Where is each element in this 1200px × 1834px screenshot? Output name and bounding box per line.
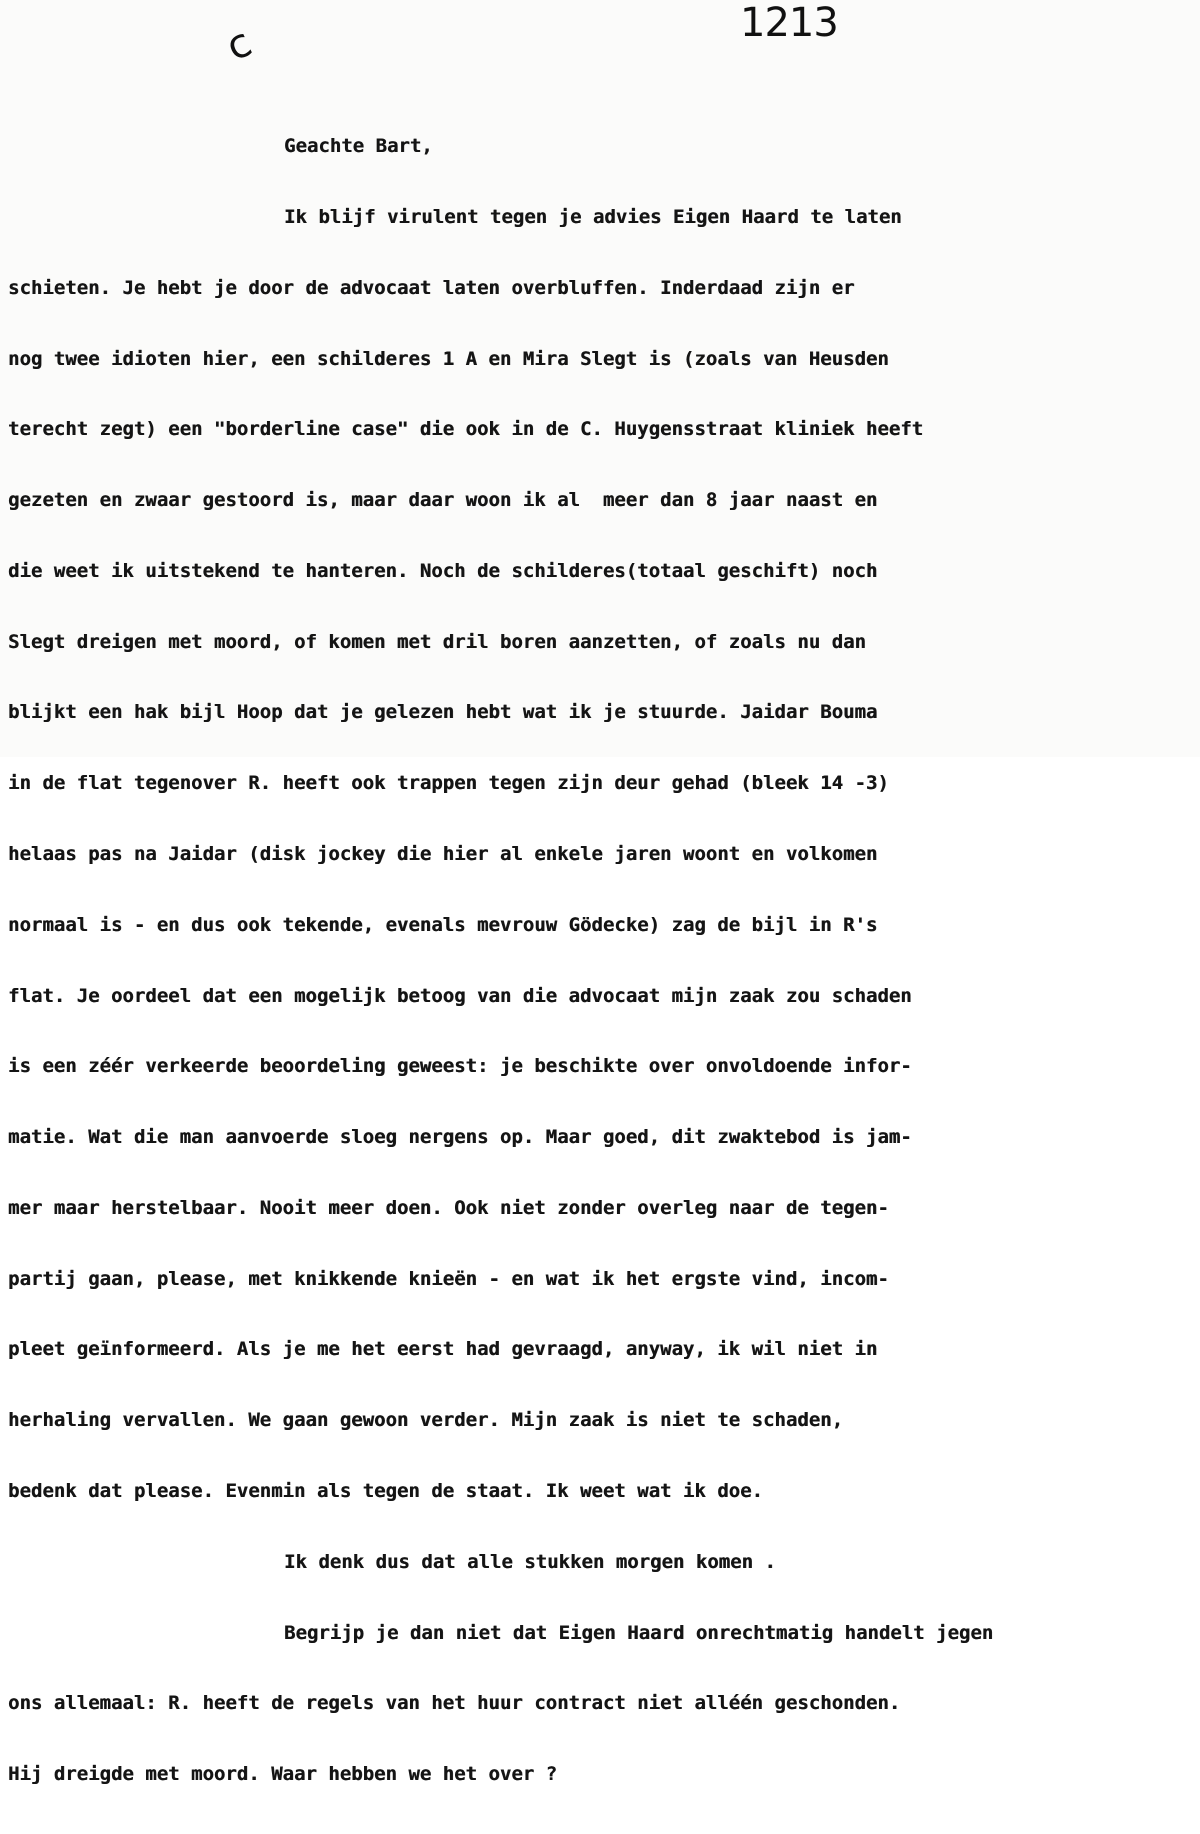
letter-line: bedenk dat please. Evenmin als tegen de staat. Ik weet wat ik doe. bbox=[8, 1480, 763, 1503]
letter-line: Hij dreigde met moord. Waar hebben we het over ? bbox=[8, 1763, 558, 1786]
letter-line: is een zéér verkeerde beoordeling geweest: je beschikte over onvoldoende infor- bbox=[8, 1055, 912, 1078]
letter-body bbox=[8, 88, 1192, 1834]
letter-line: gezeten en zwaar gestoord is, maar daar woon ik al meer dan 8 jaar naast en bbox=[8, 489, 878, 512]
letter-line: Slegt dreigen met moord, of komen met dril boren aanzetten, of zoals nu dan bbox=[8, 630, 866, 653]
letter-line: pleet geïnformeerd. Als je me het eerst had gevraagd, anyway, ik wil niet in bbox=[8, 1338, 878, 1361]
letter-line: flat. Je oordeel dat een mogelijk betoog van die advocaat mijn zaak zou schaden bbox=[8, 984, 912, 1007]
handwritten-corner-mark: c bbox=[219, 19, 259, 71]
handwritten-page-number: 1213 bbox=[740, 0, 838, 46]
letter-line: mer maar herstelbaar. Nooit meer doen. Ook niet zonder overleg naar de tegen- bbox=[8, 1196, 889, 1219]
letter-line: schieten. Je hebt je door de advocaat laten overbluffen. Inderdaad zijn er bbox=[8, 276, 855, 299]
letter-line: Ik blijf virulent tegen je advies Eigen Haard te laten bbox=[284, 205, 902, 228]
letter-line: ons allemaal: R. heeft de regels van het huur contract niet alléén geschonden. bbox=[8, 1692, 901, 1715]
salutation: Geachte Bart, bbox=[284, 135, 433, 158]
letter-line: in de flat tegenover R. heeft ook trappen tegen zijn deur gehad (bleek 14 -3) bbox=[8, 772, 889, 795]
letter-line: partij gaan, please, met knikkende knieën - en wat ik het ergste vind, incom- bbox=[8, 1267, 889, 1290]
letter-line: terecht zegt) een "borderline case" die ook in de C. Huygensstraat kliniek heeft bbox=[8, 418, 924, 441]
letter-line: helaas pas na Jaidar (disk jockey die hier al enkele jaren woont en volkomen bbox=[8, 843, 878, 865]
letter-line: die weet ik uitstekend te hanteren. Noch de schilderes(totaal geschift) noch bbox=[8, 559, 878, 582]
paragraph-line: Begrijp je dan niet dat Eigen Haard onrechtmatig handelt jegen bbox=[284, 1621, 994, 1644]
letter-line: herhaling vervallen. We gaan gewoon verder. Mijn zaak is niet te schaden, bbox=[8, 1409, 844, 1432]
letter-line: matie. Wat die man aanvoerde sloeg nergens op. Maar goed, dit zwaktebod is jam- bbox=[8, 1126, 912, 1149]
letter-line: nog twee idioten hier, een schilderes 1 A en Mira Slegt is (zoals van Heusden bbox=[8, 347, 889, 370]
letter-line: normaal is - en dus ook tekende, evenals mevrouw Gödecke) zag de bijl in R's bbox=[8, 913, 878, 936]
letter-line: blijkt een hak bijl Hoop dat je gelezen hebt wat ik je stuurde. Jaidar Bouma bbox=[8, 701, 878, 724]
paragraph-line: Ik denk dus dat alle stukken morgen komen . bbox=[284, 1550, 776, 1573]
